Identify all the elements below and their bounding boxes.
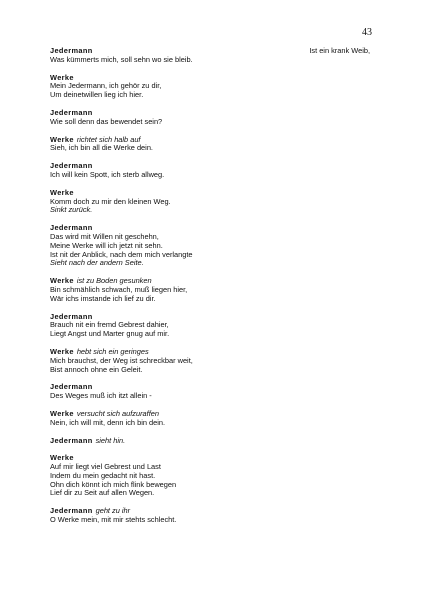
speaker-line	[50, 437, 380, 446]
speaker-name: Werke	[50, 408, 74, 418]
speaker-name: Jedermann	[50, 107, 93, 117]
dialogue-line: Ohn dich könnt ich mich flink bewegen	[50, 479, 177, 489]
dialogue-line: Meine Werke will ich jetzt nit sehn.	[50, 240, 163, 250]
dialogue-line: Ist nit der Anblick, nach dem mich verlangte	[50, 249, 193, 259]
dialogue-line: Brauch nit ein fremd Gebrest dahier,	[50, 320, 169, 330]
dialogue-line: Wär ichs imstande ich lief zu dir.	[50, 293, 156, 303]
dialogue-line: Um deinetwillen lieg ich hier.	[50, 90, 144, 100]
dialogue-line: O Werke mein, mit mir stehts schlecht.	[50, 515, 177, 525]
dialogue-line: Wie soll denn das bewendet sein?	[50, 116, 163, 126]
dialogue-line: Bin schmählich schwach, muß liegen hier,	[50, 284, 188, 294]
dialogue-block	[50, 109, 380, 127]
page-number: 43	[362, 27, 372, 38]
dialogue-line: Bist annoch ohne ein Geleit.	[50, 364, 143, 374]
dialogue-line: Indem du mein gedacht nit hast.	[50, 470, 156, 480]
dialogue-block	[50, 47, 380, 65]
dialogue-line: Ist ein krank Weib,	[309, 46, 370, 55]
stage-direction: Sieht nach der andern Seite.	[50, 258, 144, 268]
dialogue-block	[50, 410, 380, 428]
dialogue-line: Liegt Angst und Marter gnug auf mir.	[50, 329, 170, 339]
dialogue-block	[50, 74, 380, 100]
dialogue-block	[50, 136, 380, 154]
dialogue-line: Lief dir zu Seit auf allen Wegen.	[50, 488, 155, 498]
speaker-name: Werke	[50, 453, 74, 463]
dialogue-line: Des Weges muß ich itzt allein -	[50, 391, 152, 401]
dialogue-line: Sieh, ich bin all die Werke dein.	[50, 143, 153, 153]
stage-direction: versucht sich aufzuraffen	[76, 408, 159, 418]
dialogue-block	[50, 437, 380, 446]
speaker-name: Werke	[50, 346, 74, 356]
speaker-name: Jedermann	[50, 435, 93, 445]
stage-direction: ist zu Boden gesunken	[76, 276, 152, 286]
stage-direction: Sinkt zurück.	[50, 205, 93, 215]
stage-direction: geht zu ihr	[95, 506, 131, 516]
dialogue-line: Ich will kein Spott, ich sterb allweg.	[50, 169, 165, 179]
stage-direction: sieht hin.	[95, 435, 126, 445]
dialogue-block	[50, 277, 380, 303]
speaker-name: Werke	[50, 134, 74, 144]
speaker-name: Jedermann	[50, 382, 93, 392]
speaker-name: Jedermann	[50, 46, 93, 55]
speaker-name: Werke	[50, 276, 74, 286]
stage-direction: richtet sich halb auf	[76, 134, 141, 144]
dialogue-block	[50, 189, 380, 215]
dialogue-block	[50, 224, 380, 268]
speaker-name: Jedermann	[50, 311, 93, 321]
speaker-name: Werke	[50, 187, 74, 197]
dialogue-line: Nein, ich will mit, denn ich bin dein.	[50, 417, 166, 427]
speaker-name: Jedermann	[50, 223, 93, 233]
dialogue-line: Komm doch zu mir den kleinen Weg.	[50, 196, 171, 206]
dialogue-block	[50, 313, 380, 339]
dialogue-line: Mein Jedermann, ich gehör zu dir,	[50, 81, 162, 91]
dialogue-line: Was kümmerts mich, soll sehn wo sie bleib.	[50, 54, 193, 64]
dialogue-block	[50, 507, 380, 525]
dialogue-block	[50, 162, 380, 180]
script-text	[50, 47, 380, 534]
speaker-name: Werke	[50, 72, 74, 82]
dialogue-line: Mich brauchst, der Weg ist schreckbar weit,	[50, 355, 193, 365]
dialogue-line: Auf mir liegt viel Gebrest und Last	[50, 462, 161, 472]
stage-direction: hebt sich ein geringes	[76, 346, 149, 356]
dialogue-block	[50, 454, 380, 498]
dialogue-line: Das wird mit Willen nit geschehn,	[50, 231, 159, 241]
speaker-name: Jedermann	[50, 161, 93, 171]
speaker-name: Jedermann	[50, 506, 93, 516]
dialogue-block	[50, 383, 380, 401]
dialogue-block	[50, 348, 380, 374]
